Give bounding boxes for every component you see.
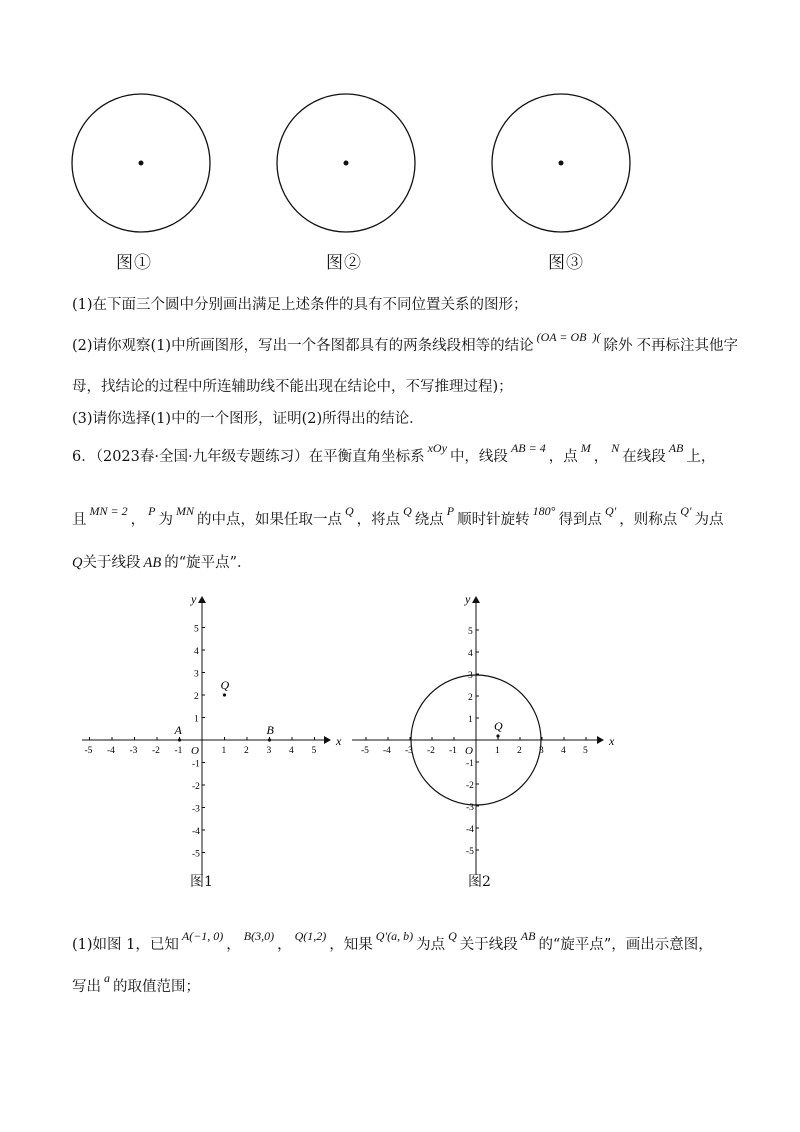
fig1-x-tick-label: 3 (266, 746, 272, 756)
point-q (496, 734, 499, 737)
fig1-x-tick-label: 5 (311, 746, 317, 756)
circle-figures (0, 0, 800, 240)
fig1-y-tick-label: -5 (192, 849, 200, 860)
fig1-y-tick-label: -1 (192, 759, 200, 770)
coordinate-figures (0, 585, 800, 905)
fig2-x-tick-label: 1 (495, 746, 500, 756)
fig1-x-tick-label: -2 (152, 746, 160, 756)
circle-caption-3: 图③ (548, 253, 584, 273)
circle-caption-2: 图② (326, 253, 362, 273)
circle-caption-1: 图① (116, 253, 152, 273)
fig1-origin: O (191, 745, 199, 757)
fig1-x-label: x (336, 734, 342, 748)
fig1-x-tick-label: 2 (244, 746, 249, 756)
fig2-y-tick-label: -1 (466, 759, 474, 769)
fig2-x-tick-label: -5 (361, 746, 369, 756)
figure-2-caption: 图2 (468, 874, 491, 890)
q5-paren: )( (592, 330, 601, 344)
label-q: Q (220, 678, 230, 692)
fig1-y-tick-label: 1 (194, 714, 199, 725)
q6-line3: Q关于线段 AB 的“旋平点”． (72, 555, 252, 571)
q5-part2-line2: 母，找结论的过程中所连辅助线不能出现在结论中，不写推理过程)； (72, 379, 513, 395)
point-a (178, 738, 181, 741)
fig2-x-tick-label: 2 (517, 746, 522, 756)
fig2-x-tick-label: 5 (583, 746, 588, 756)
fig2-y-tick-label: 2 (468, 693, 473, 703)
fig1-x-tick-label: -4 (107, 746, 115, 756)
q6-part1-line1: (1)如图 1，已知$^{A(-1, 0)}$，$^{B(3,0)}$，$^{Q(1,2)}$，知果$^{Q'(a, b)}$为点$^Q$关于线段$^{AB}$的“旋平点”，画出示意图， (72, 929, 713, 953)
circle-2-center (344, 161, 349, 166)
fig1-x-tick-label: -3 (129, 746, 138, 756)
q6-line2: 且$^{MN = 2}$，$^P$为$^{MN}$的中点，如果任取一点$^Q$，将点$^Q$绕点$^P$顺时针旋转$^{180^\circ}$得到点$^{Q'}$，则称点$^{Q'}$为点 (72, 504, 724, 528)
figure-1-caption: 图1 (190, 874, 213, 890)
fig2-x-tick-label: -1 (449, 746, 457, 756)
point-q (223, 693, 226, 696)
circle-3-center (559, 161, 564, 166)
fig1-y-label: y (191, 592, 197, 606)
q5-part2-line1: (2)请你观察(1)中所画图形，写出一个各图都具有的两条线段相等的结论$^{(OA = OB}$ )(除外 不再标注其他字 (72, 330, 738, 354)
fig2-y-label: y (465, 592, 471, 606)
fig1-x-tick-label: 4 (289, 746, 294, 756)
label-q: Q (494, 719, 503, 733)
fig1-y-tick-label: 3 (194, 669, 199, 680)
figure-2 (352, 592, 615, 875)
fig2-x-tick-label: -4 (383, 746, 391, 756)
fig1-x-tick-label: 1 (221, 746, 227, 756)
label-a: A (174, 723, 182, 737)
figure-1 (82, 592, 342, 875)
circle-1-center (139, 161, 144, 166)
fig1-y-tick-label: -3 (192, 804, 200, 815)
fig2-origin: O (465, 745, 473, 757)
q6-line1: 6．（2023春·全国·九年级专题练习）在平衡直角坐标系$^{xOy}$中，线段$^{AB = 4}$，点$^M$，$^N$在线段$^{AB}$上， (72, 441, 716, 465)
fig2-y-tick-label: 1 (468, 715, 473, 725)
fig1-x-tick-label: -1 (174, 746, 183, 756)
fig1-y-tick-label: 4 (194, 647, 199, 657)
fig2-x-tick-label: -3 (405, 746, 413, 756)
q5-part3: (3)请你选择(1)中的一个图形，证明(2)所得出的结论． (72, 411, 424, 427)
fig2-x-tick-label: 3 (539, 746, 544, 756)
q6-part1-line2: 写出$^a$的取值范围； (72, 971, 200, 995)
fig2-y-tick-label: 4 (468, 649, 473, 659)
fig2-y-tick-label: -3 (466, 803, 474, 813)
fig2-x-tick-label: -2 (427, 746, 435, 756)
fig1-y-tick-label: -4 (192, 827, 200, 837)
fig2-x-tick-label: 4 (561, 746, 566, 756)
fig2-y-tick-label: 3 (468, 671, 473, 681)
q5-part1: (1)在下面三个圆中分别画出满足上述条件的具有不同位置关系的图形； (72, 297, 528, 313)
fig2-y-tick-label: -4 (466, 825, 474, 835)
q5-math-oaob: (OA = OB (536, 330, 587, 344)
fig1-x-tick-label: -5 (84, 746, 93, 756)
fig2-y-tick-label: -2 (466, 781, 474, 791)
label-b: B (266, 723, 274, 737)
fig2-x-label: x (609, 734, 615, 748)
fig2-y-tick-label: 5 (468, 627, 473, 637)
fig1-y-tick-label: 2 (194, 692, 199, 702)
fig1-y-tick-label: -2 (192, 782, 200, 792)
fig1-y-tick-label: 5 (194, 624, 199, 635)
point-b (268, 738, 271, 741)
fig2-y-tick-label: -5 (466, 847, 474, 857)
